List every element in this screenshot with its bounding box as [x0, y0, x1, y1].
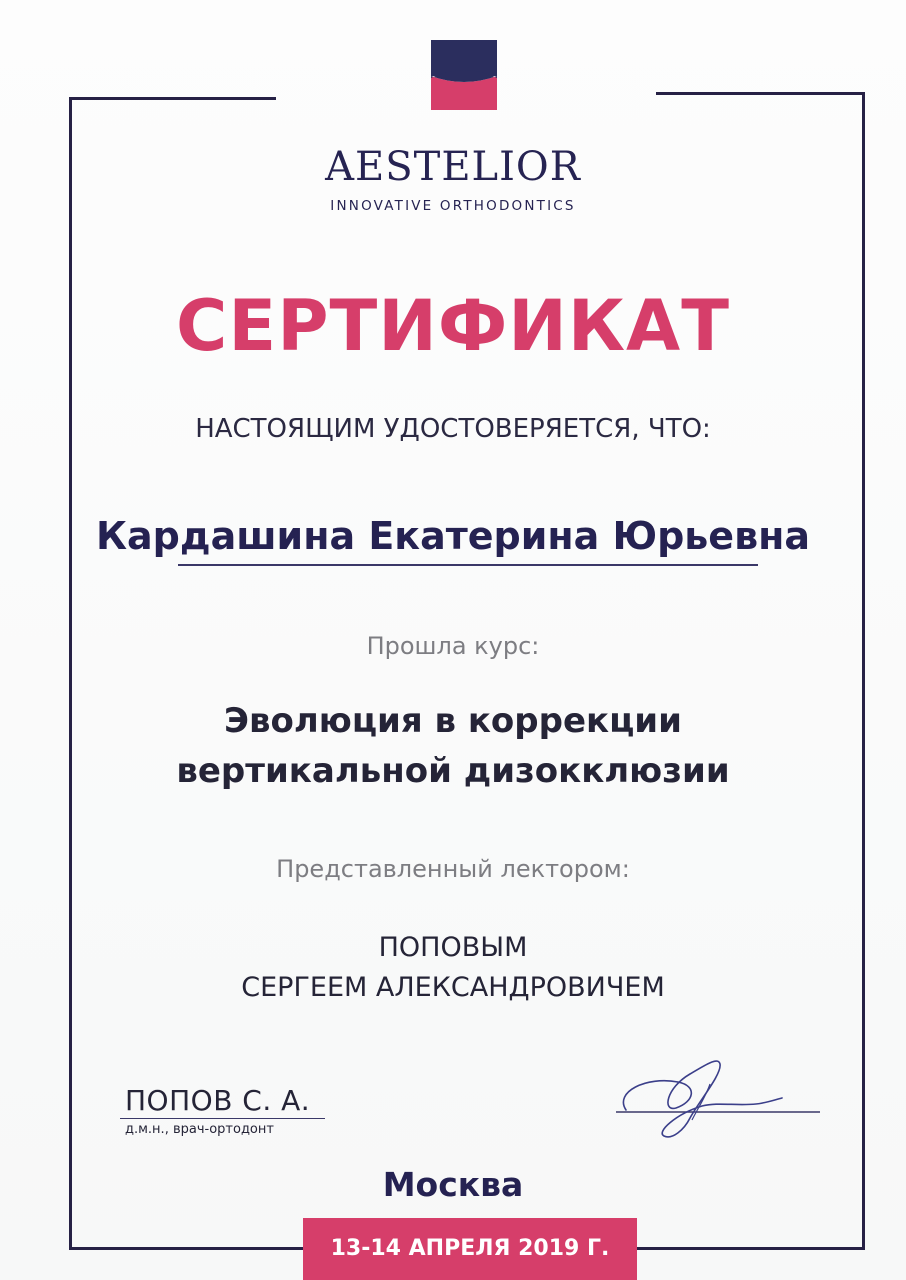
handwritten-signature [606, 1048, 826, 1148]
brand-name: AESTELIOR [325, 144, 581, 190]
certify-statement: НАСТОЯЩИМ УДОСТОВЕРЯЕТСЯ, ЧТО: [195, 414, 711, 444]
course-name-line-2: вертикальной дизокклюзии [176, 751, 730, 791]
city: Москва [382, 1165, 524, 1204]
signer-title: д.м.н., врач-ортодонт [125, 1122, 274, 1137]
certificate-title: СЕРТИФИКАТ [176, 285, 730, 367]
lecturer-label: Представленный лектором: [276, 855, 630, 883]
course-label: Прошла курс: [366, 632, 540, 660]
recipient-underline [178, 564, 758, 566]
lecturer-name-line-2: СЕРГЕЕМ АЛЕКСАНДРОВИЧЕМ [241, 972, 665, 1003]
aestelior-logo-icon [431, 40, 497, 110]
frame-top-right [656, 92, 865, 95]
course-name-line-1: Эволюция в коррекции [224, 701, 682, 741]
frame-top-left [69, 97, 276, 100]
lecturer-name-line-1: ПОПОВЫМ [378, 932, 528, 963]
brand-tagline: INNOVATIVE ORTHODONTICS [330, 198, 576, 214]
frame-right [862, 92, 865, 1250]
course-name [0, 696, 906, 796]
frame-left [69, 97, 72, 1250]
frame-bottom-left [69, 1247, 303, 1250]
signer-name: ПОПОВ С. А. [125, 1084, 311, 1117]
frame-bottom-right [637, 1247, 865, 1250]
event-date: 13-14 АПРЕЛЯ 2019 Г. [330, 1236, 610, 1261]
recipient-name: Кардашина Екатерина Юрьевна [95, 514, 811, 558]
signer-underline [120, 1118, 325, 1119]
lecturer-name [0, 928, 906, 1008]
